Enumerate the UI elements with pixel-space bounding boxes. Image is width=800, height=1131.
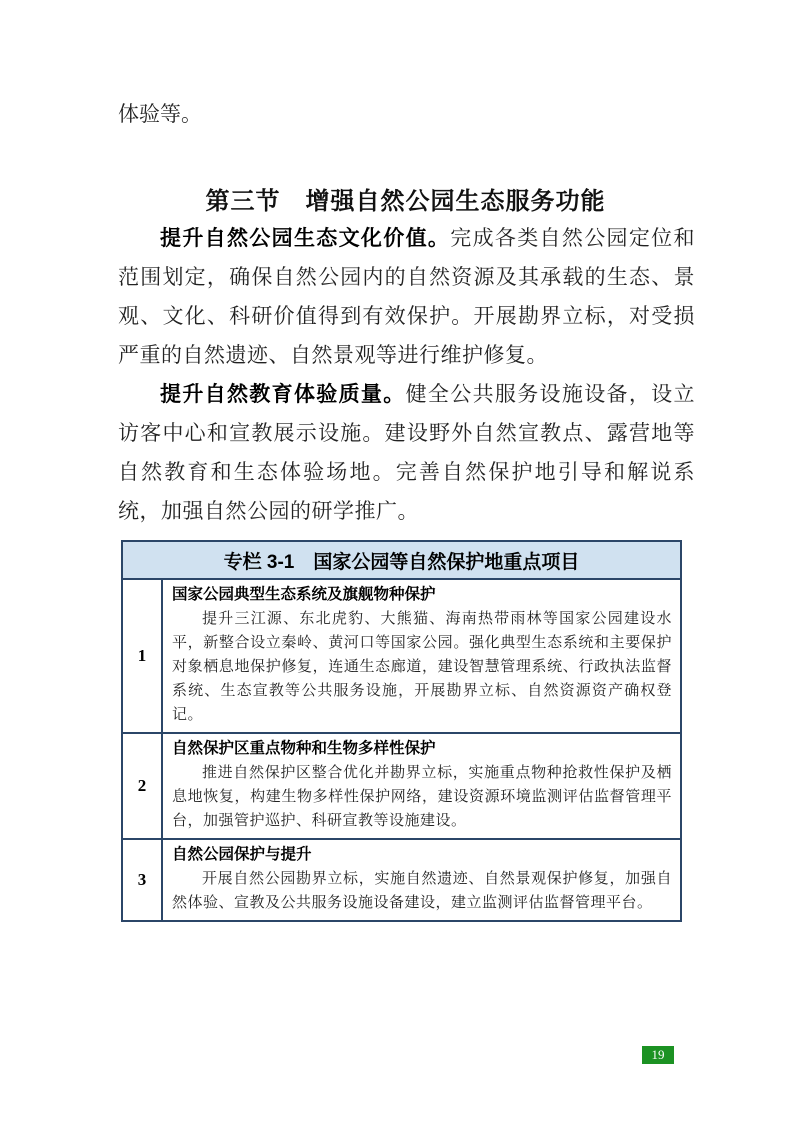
row-title: 国家公园典型生态系统及旗舰物种保护 <box>172 586 436 603</box>
intro-paragraph-continuation: 体验等。 <box>118 102 202 126</box>
row-content <box>163 734 680 838</box>
section-heading: 第三节 增强自然公园生态服务功能 <box>205 188 606 215</box>
row-title: 自然保护区重点物种和生物多样性保护 <box>172 740 436 757</box>
table-row <box>123 732 680 838</box>
row-number: 2 <box>123 734 163 838</box>
paragraph-body: 健全公共服务设施设备，设立访客中心和宣教展示设施。建设野外自然宣教点、露营地等自然教育和生态体验场地。完善自然保护地引导和解说系统，加强自然公园的研学推广。 <box>118 382 696 523</box>
feature-box-title: 专栏 3-1 国家公园等自然保护地重点项目 <box>123 542 680 580</box>
table-row <box>123 838 680 920</box>
row-content <box>163 580 680 732</box>
row-content <box>163 840 680 920</box>
page-number-badge: 19 <box>642 1046 674 1064</box>
row-number: 3 <box>123 840 163 920</box>
row-body: 推进自然保护区整合优化并勘界立标，实施重点物种抢救性保护及栖息地恢复，构建生物多样性保护网络，建设资源环境监测评估监督管理平台，加强管护巡护、科研宣教等设施建设。 <box>172 765 672 829</box>
body-text-block <box>118 219 695 531</box>
feature-box-table <box>121 540 682 922</box>
paragraph <box>118 219 695 375</box>
paragraph-lead: 提升自然教育体验质量。 <box>160 382 406 406</box>
table-row <box>123 580 680 732</box>
row-body: 开展自然公园勘界立标，实施自然遗迹、自然景观保护修复，加强自然体验、宣教及公共服务设施设备建设，建立监测评估监督管理平台。 <box>172 871 672 911</box>
paragraph <box>118 375 695 531</box>
paragraph-lead: 提升自然公园生态文化价值。 <box>160 226 451 250</box>
row-body: 提升三江源、东北虎豹、大熊猫、海南热带雨林等国家公园建设水平，新整合设立秦岭、黄河口等国家公园。强化典型生态系统和主要保护对象栖息地保护修复，连通生态廊道，建设智慧管理系统、行政执法监督系统、生态宣教等公共服务设施，开展勘界立标、自然资源资产确权登记。 <box>172 611 672 723</box>
row-number: 1 <box>123 580 163 732</box>
paragraph-body: 完成各类自然公园定位和范围划定，确保自然公园内的自然资源及其承载的生态、景观、文化、科研价值得到有效保护。开展勘界立标，对受损严重的自然遗迹、自然景观等进行维护修复。 <box>118 226 696 367</box>
row-title: 自然公园保护与提升 <box>172 846 312 863</box>
